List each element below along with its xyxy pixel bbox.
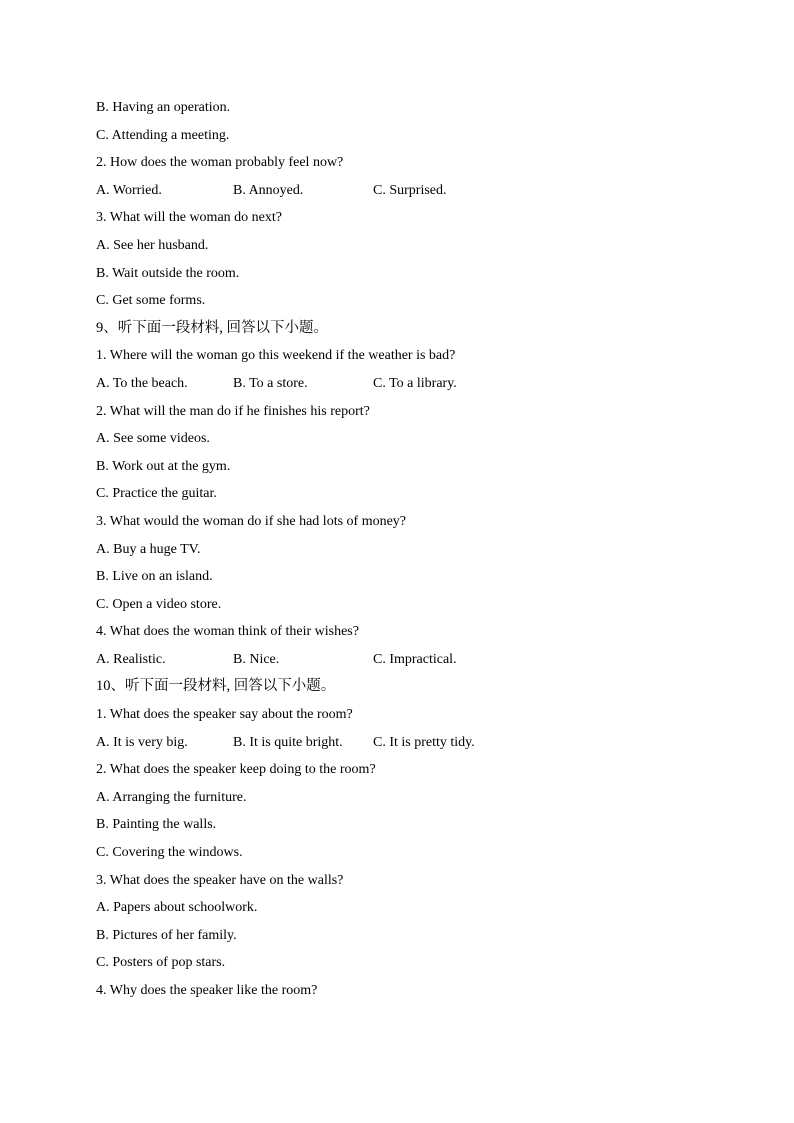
question-line: C. Posters of pop stars.	[96, 955, 226, 971]
question-line: 2. What does the speaker keep doing to the room?	[96, 762, 376, 778]
answer-option: C. It is pretty tidy.	[373, 734, 475, 750]
answer-option: B. Annoyed.	[233, 182, 304, 198]
answer-option: C. Surprised.	[373, 182, 447, 198]
question-line: B. Pictures of her family.	[96, 927, 237, 943]
question-line: 3. What would the woman do if she had lots of money?	[96, 513, 407, 529]
question-line: B. Wait outside the room.	[96, 265, 240, 281]
question-line: A. See some videos.	[96, 431, 210, 447]
question-line: 4. What does the woman think of their wishes?	[96, 624, 359, 640]
question-line: C. Open a video store.	[96, 596, 222, 612]
answer-option: A. To the beach.	[96, 375, 188, 391]
answer-option: B. Nice.	[233, 651, 280, 667]
question-line: 1. What does the speaker say about the room?	[96, 707, 353, 723]
option-row	[96, 370, 716, 398]
question-line: A. Buy a huge TV.	[96, 541, 201, 557]
question-line: B. Live on an island.	[96, 569, 213, 585]
answer-option: B. To a store.	[233, 375, 308, 391]
section-heading: 10、听下面一段材料, 回答以下小题。	[96, 678, 336, 695]
option-row	[96, 729, 716, 757]
question-line: C. Practice the guitar.	[96, 486, 217, 502]
question-line: 3. What will the woman do next?	[96, 210, 282, 226]
question-line: 3. What does the speaker have on the walls?	[96, 872, 344, 888]
question-line: 2. How does the woman probably feel now?	[96, 155, 344, 171]
question-line: B. Painting the walls.	[96, 817, 217, 833]
question-line: 1. Where will the woman go this weekend if the weather is bad?	[96, 348, 456, 364]
answer-option: C. To a library.	[373, 375, 457, 391]
answer-option: C. Impractical.	[373, 651, 457, 667]
question-line: 2. What will the man do if he finishes his report?	[96, 403, 370, 419]
question-line: C. Covering the windows.	[96, 845, 243, 861]
question-line: A. See her husband.	[96, 237, 209, 253]
question-line: C. Get some forms.	[96, 293, 206, 309]
section-heading: 9、听下面一段材料, 回答以下小题。	[96, 319, 328, 336]
answer-option: A. Worried.	[96, 182, 162, 198]
question-line: B. Having an operation.	[96, 100, 231, 115]
answer-option: A. It is very big.	[96, 734, 188, 750]
answer-option: A. Realistic.	[96, 651, 166, 667]
question-line: C. Attending a meeting.	[96, 127, 230, 143]
option-row	[96, 177, 716, 205]
question-line: 4. Why does the speaker like the room?	[96, 983, 318, 998]
option-row	[96, 646, 716, 674]
question-line: A. Arranging the furniture.	[96, 789, 247, 805]
question-line: A. Papers about schoolwork.	[96, 900, 258, 916]
answer-option: B. It is quite bright.	[233, 734, 343, 750]
question-list	[96, 94, 716, 1005]
question-line: B. Work out at the gym.	[96, 458, 231, 474]
